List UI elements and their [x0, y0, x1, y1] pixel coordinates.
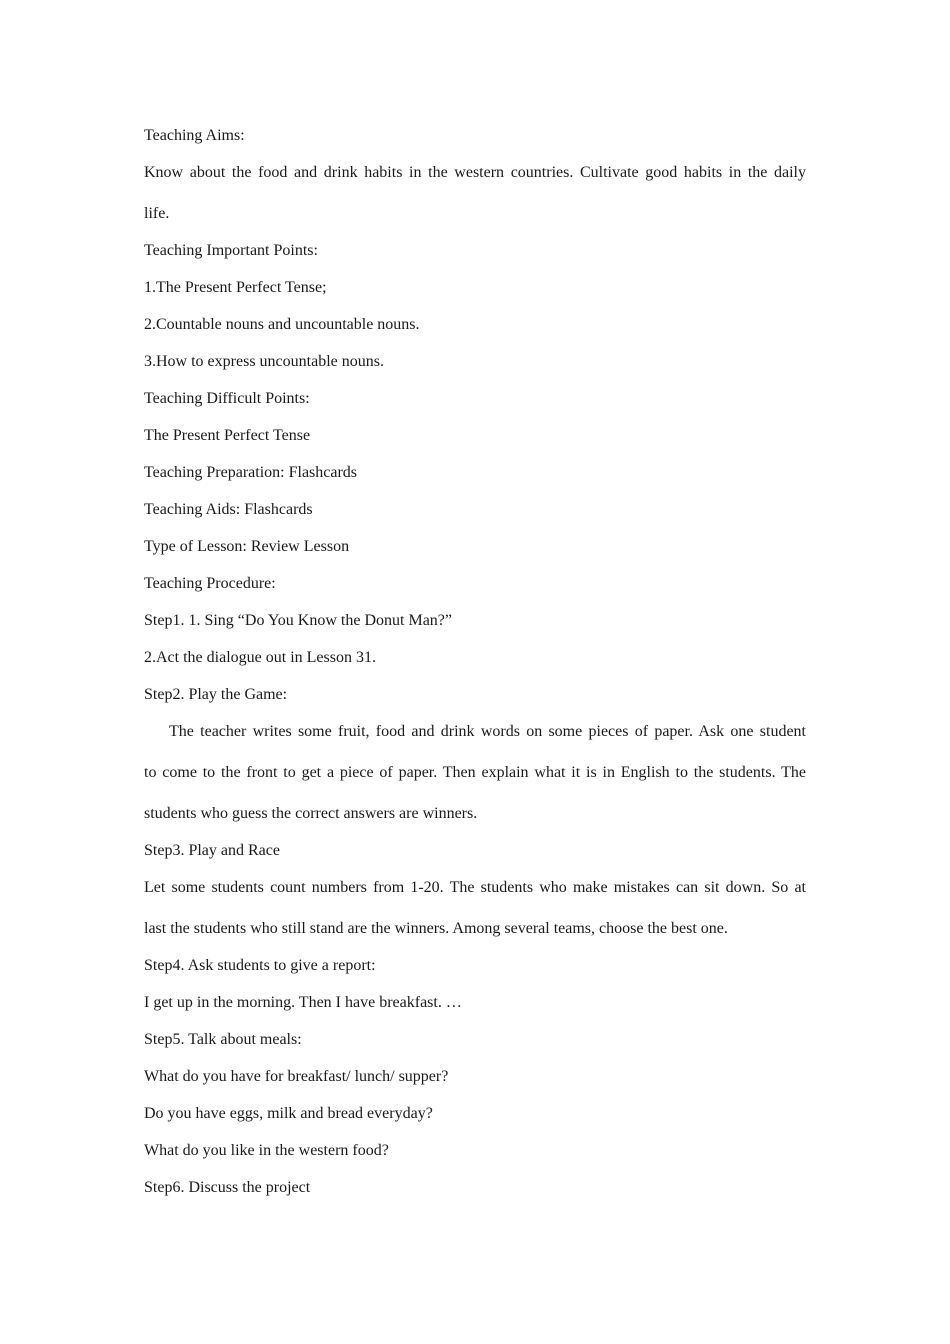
- text-line: Do you have eggs, milk and bread everyday?: [144, 1105, 433, 1122]
- paragraph: [144, 876, 806, 954]
- text-line: What do you like in the western food?: [144, 1142, 389, 1159]
- paragraph-line: last the students who still stand are the winners. Among several teams, choose the best one.: [144, 920, 728, 937]
- text-line: Teaching Procedure:: [144, 575, 276, 592]
- paragraph-line: Know about the food and drink habits in the western countries. Cultivate good habits in the daily: [144, 164, 806, 181]
- paragraph-line: students who guess the correct answers are winners.: [144, 805, 478, 822]
- text-line: Teaching Difficult Points:: [144, 390, 310, 407]
- text-line: Step5. Talk about meals:: [144, 1031, 302, 1048]
- text-line: 1.The Present Perfect Tense;: [144, 279, 327, 296]
- paragraph-line: to come to the front to get a piece of paper. Then explain what it is in English to the students. The: [144, 764, 806, 781]
- paragraph-line: The teacher writes some fruit, food and drink words on some pieces of paper. Ask one student: [169, 723, 806, 740]
- text-line: Teaching Important Points:: [144, 242, 318, 259]
- text-line: 3.How to express uncountable nouns.: [144, 353, 384, 370]
- paragraph: [144, 720, 806, 839]
- text-line: Teaching Aids: Flashcards: [144, 501, 313, 518]
- text-line: Step3. Play and Race: [144, 842, 280, 859]
- text-line: Step1. 1. Sing “Do You Know the Donut Man?”: [144, 612, 452, 629]
- paragraph: [144, 161, 806, 239]
- text-line: I get up in the morning. Then I have breakfast. …: [144, 994, 462, 1011]
- text-line: Teaching Preparation: Flashcards: [144, 464, 358, 481]
- text-line: Teaching Aims:: [144, 127, 245, 144]
- paragraph-line: Let some students count numbers from 1-20. The students who make mistakes can sit down. So at: [144, 879, 806, 896]
- text-line: Step4. Ask students to give a report:: [144, 957, 376, 974]
- text-line: Step2. Play the Game:: [144, 686, 288, 703]
- text-line: Step6. Discuss the project: [144, 1179, 311, 1196]
- document-body: [144, 124, 806, 1213]
- text-line: What do you have for breakfast/ lunch/ supper?: [144, 1068, 449, 1085]
- paragraph-line: life.: [144, 205, 170, 222]
- text-line: Type of Lesson: Review Lesson: [144, 538, 350, 555]
- text-line: 2.Act the dialogue out in Lesson 31.: [144, 649, 376, 666]
- text-line: The Present Perfect Tense: [144, 427, 311, 444]
- text-line: 2.Countable nouns and uncountable nouns.: [144, 316, 420, 333]
